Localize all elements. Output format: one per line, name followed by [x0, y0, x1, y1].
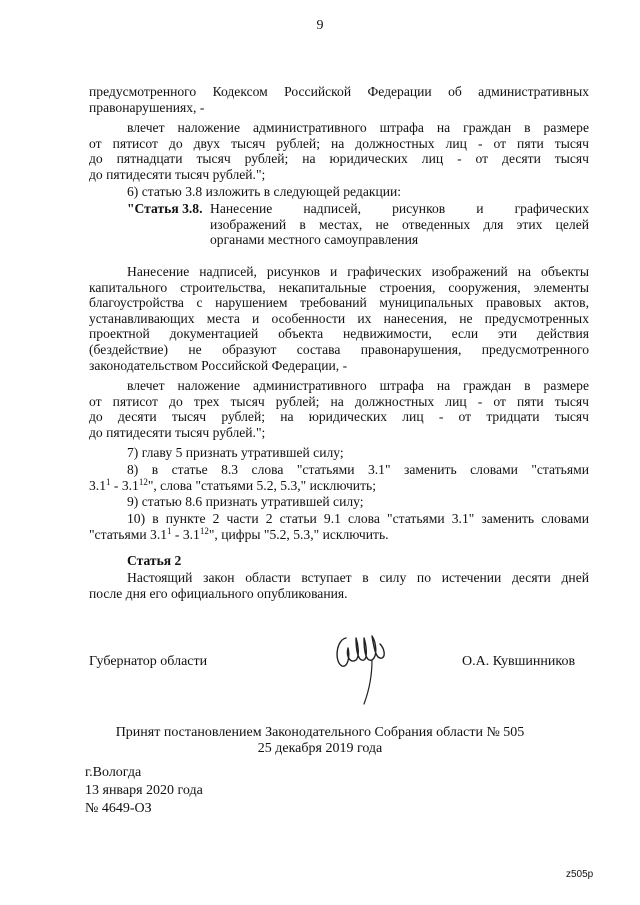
text-fragment: "статьями 3.1: [89, 526, 168, 542]
signatory-name: О.А. Кувшинников: [462, 654, 576, 669]
text-line: до десяти тысяч рублей; на юридических лиц - от тридцати тысяч: [89, 409, 589, 425]
text-line: до пятнадцати тысяч рублей; на юридических лиц - от десяти тысяч: [89, 151, 589, 167]
text-line: (бездействие) не образуют состава правонарушения, предусмотренного: [89, 341, 589, 357]
text-line: 9) статью 8.6 признать утратившей силу;: [127, 494, 364, 509]
article-2-title: [89, 553, 589, 569]
text-line: [89, 478, 589, 494]
text-line: законодательством Российской Федерации, -: [89, 357, 348, 373]
footer-city: г.Вологда: [85, 765, 142, 780]
text-line: правонарушениях, -: [89, 99, 205, 115]
text-line: устанавливающих места и особенности их нанесения, не предусмотренных: [89, 310, 589, 326]
text-line: до пятидесяти тысяч рублей.";: [89, 166, 266, 182]
text-line: от пятисот до трех тысяч рублей; на должностных лиц - от пяти тысяч: [89, 393, 589, 409]
text-line: влечет наложение административного штрафа на граждан в размере: [127, 120, 589, 135]
text-fragment: ", слова "статьями 5.2, 5.3," исключить;: [147, 477, 376, 493]
paragraph-intro: [89, 84, 589, 115]
paragraph-article-body: [89, 264, 589, 373]
signatory-position: Губернатор области: [89, 654, 208, 669]
text-line: влечет наложение административного штрафа на граждан в размере: [127, 378, 589, 393]
paragraph-penalty-1: [89, 120, 589, 182]
text-fragment: 3.1: [89, 477, 106, 493]
text-line: 6) статью 3.8 изложить в следующей редакции:: [127, 184, 402, 199]
item-9: [89, 494, 589, 510]
footer-date: 13 января 2020 года: [85, 783, 203, 798]
superscript: 1: [106, 476, 111, 487]
text-line: благоустройства с нарушением требований муниципальных правовых актов,: [89, 295, 589, 311]
article-2-text: [89, 570, 589, 601]
text-line: 8) в статье 8.3 слова "статьями 3.1" заменить словами "статьями: [127, 462, 589, 477]
text-line: Нанесение надписей, рисунков и графических изображений на объекты: [127, 264, 589, 279]
text-fragment: ", цифры "5.2, 5.3," исключить.: [208, 526, 389, 542]
superscript: 1: [167, 525, 172, 536]
text-line: до пятидесяти тысяч рублей.";: [89, 424, 266, 440]
adoption-line-1: Принят постановлением Законодательного Собрания области № 505: [115, 725, 525, 740]
article-title-line: органами местного самоуправления: [210, 232, 419, 248]
item-6: [89, 184, 589, 200]
text-line: 7) главу 5 признать утратившей силу;: [127, 445, 344, 460]
text-fragment: - 3.1: [171, 526, 200, 542]
article-title-line: изображений в местах, не отведенных для этих целей: [210, 216, 589, 232]
paragraph-penalty-2: [89, 378, 589, 440]
text-line: 10) в пункте 2 части 2 статьи 9.1 слова "статьями 3.1" заменить словами: [127, 511, 589, 526]
article-label: "Статья 3.8.: [127, 201, 203, 216]
text-line: [89, 527, 589, 543]
text-line: после дня его официального опубликования.: [89, 585, 348, 601]
section-heading: Статья 2: [127, 553, 182, 568]
superscript: 12: [138, 476, 148, 487]
text-line: проектной документацией объекта недвижимости, если эти действия: [89, 326, 589, 342]
item-10: [89, 511, 589, 542]
text-line: Настоящий закон области вступает в силу по истечении десяти дней: [127, 570, 589, 585]
adoption-line-2: 25 декабря 2019 года: [257, 741, 383, 756]
page-number: 9: [316, 18, 324, 33]
item-8: [89, 462, 589, 493]
text-line: от пятисот до двух тысяч рублей; на должностных лиц - от пяти тысяч: [89, 135, 589, 151]
text-line: капитального строительства, некапитальные строения, сооружения, элементы: [89, 279, 589, 295]
article-title-line: Нанесение надписей, рисунков и графических: [210, 201, 589, 216]
text-fragment: - 3.1: [110, 477, 139, 493]
handwritten-signature: [332, 630, 388, 708]
footer-number: № 4649-ОЗ: [85, 801, 152, 816]
item-7: [89, 445, 589, 461]
document-code: z505р: [566, 869, 594, 880]
text-line: предусмотренного Кодексом Российской Федерации об административных: [89, 84, 589, 99]
superscript: 12: [199, 525, 209, 536]
